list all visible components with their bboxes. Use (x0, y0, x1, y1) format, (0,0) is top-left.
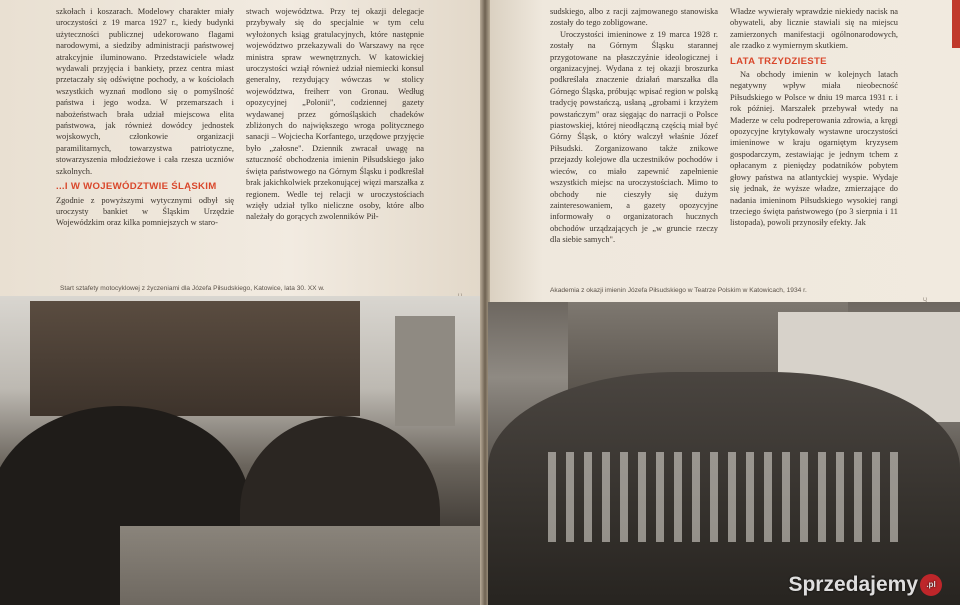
tower-silhouette (395, 316, 455, 426)
street-surface (120, 526, 480, 605)
right-column-1 (550, 6, 718, 246)
motorcycle-relay-photo (0, 296, 480, 605)
right-col2-paragraph-1: Władze wywierały wprawdzie niekiedy nacisk na obywateli, aby licznie stawiali się na miejscu zamierzonych manifestacji ogólnonarodowych, ale rzadko z wymiernym skutkiem. (730, 7, 898, 51)
left-photo-caption: Start sztafety motocyklowej z życzeniami dla Józefa Piłsudskiego, Katowice, lata 30. XX w. (60, 285, 325, 292)
watermark-logo-icon: .pl (920, 574, 942, 596)
left-column-1 (56, 6, 234, 229)
left-col2-paragraph-1: stwach województwa. Przy tej okazji delegacje przybywały się do specjalnie w tym celu wyłożonych ksiąg gratulacyjnych, które następnie województwo przekazywali do Warszawy na ręce ministra spraw wewnętrznych. W katowickiej uroczystości wziął również udział niemiecki konsul generalny, rezydujący wówczas w stolicy województwa, freiherr von Gronau. Według opozycyjnej „Polonii", codziennej gazety wydawanej przez górnośląskich chadeków zbliżonych do największego wroga politycznego sanacji – Wojciecha Korfantego, urzędowe przyjęcie było „załosne". Dziennik zwracał uwagę na sztuczność obchodzenia imienin Piłsudskiego jako święta państwowego na Górnym Śląsku i podkreślał brak jakichkolwiek przekonującej więzi marszałka z regionem. Wedle tej relacji w uroczystościach wzięły udział tylko nieliczne osoby, które albo należały do gorących zwolenników Pił- (246, 7, 424, 222)
left-column-2 (246, 6, 424, 223)
right-photo-caption: Akademia z okazji imienin Józefa Piłsudskiego w Teatrze Polskim w Katowicach, 1934 r. (550, 287, 807, 294)
right-section-heading: LATA TRZYDZIESTE (730, 55, 827, 67)
theatre-gathering-photo (488, 302, 960, 605)
right-column-2 (730, 6, 898, 229)
watermark-text: Sprzedajemy (788, 573, 918, 596)
building-silhouette (30, 301, 360, 416)
site-watermark (788, 573, 942, 597)
left-col1-paragraph-1: szkołach i koszarach. Modelowy charakter miały uroczystości z 19 marca 1927 r., kiedy budynki użyteczności publicznej udekorowano flagami narodowymi, a siedziby administracji państwowej atrakcyjnie iluminowano. Przedstawiciele władz wydawali przyjęcia i bankiety, przez centra miast przetaczały się odświętne pochody, a w kościołach wszystkich wyznań modlono się o pomyślność państwa i jego wodza. W przemarszach i nabożeństwach brała udział miejscowa elita państwowa, jak również dowódcy jednostek wojskowych, członkowie organizacji paramilitarnych, towarzystwa patriotyczne, stowarzyszenia młodzieżowe i cała rzesza uczniów szkolnych. (56, 7, 234, 176)
left-section-heading: ...I W WOJEWÓDZTWIE ŚLĄSKIM (56, 181, 217, 193)
right-col2-paragraph-2: Na obchody imienin w kolejnych latach negatywny wpływ miała nieobecność Piłsudskiego w Polsce w dniu 19 marca 1931 r. i rok później. Marszałek przebywał wtedy na Maderze w celu podreperowania zdrowia, a kręgi opozycyjne krytykowały wystawne uroczystości imieninowe w kraju ogarniętym kryzysem gospodarczym, zestawiając je jednym tchem z opłacanym z pieniędzy podatników pobytem głowy państwa na atlantyckiej wyspie. Wydaje się jednak, że wyższe władze, zmierzające do nadania imieninom Piłsudskiego wysokiej rangi trzeciego święta państwowego (po 3 sierpnia i 11 listopada), powoli przynosiły efekty. Jak (730, 70, 898, 228)
left-col1-paragraph-2: Zgodnie z powyższymi wytycznymi odbył się uroczysty bankiet w Śląskim Urzędzie Wojewódzkim oraz kilka pomniejszych w staro- (56, 195, 234, 228)
right-col1-paragraph-2: Uroczystości imieninowe z 19 marca 1928 r. zostały na Górnym Śląsku starannej przygotowane na płaszczyźnie ideologicznej i organizacyjnej. Wydana z tej okazji broszurka podkreślała znaczenie działań marszałka dla Górnego Śląska, próbując wpisać region w polską tradycję powstańczą, usłaną „grobami i krzyżem powstańczym" oraz sięgając do narracji o Polsce piastowskiej, której nieodłączną częścią miał być Górny Śląsk, o który walczył właśnie Józef Piłsudski. Zorganizowano także znikowe przejazdy kolejowe dla uczestników pochodów i wieców, co miało zapewnić zapełnienie wszystkich miejsc na uroczystościach. Mimo to obchody nie cieszyły się dużym zainteresowaniem, a gazety opozycyjne informowały o organizatorach hucznych obchodów urządzających je „w gruncie rzeczy dla siebie samych". (550, 29, 718, 245)
right-col1-paragraph-1: sudskiego, albo z racji zajmowanego stanowiska zostały do tego zobligowane. (550, 7, 718, 28)
page-edge-marker (952, 0, 960, 48)
costume-highlights (548, 452, 908, 542)
